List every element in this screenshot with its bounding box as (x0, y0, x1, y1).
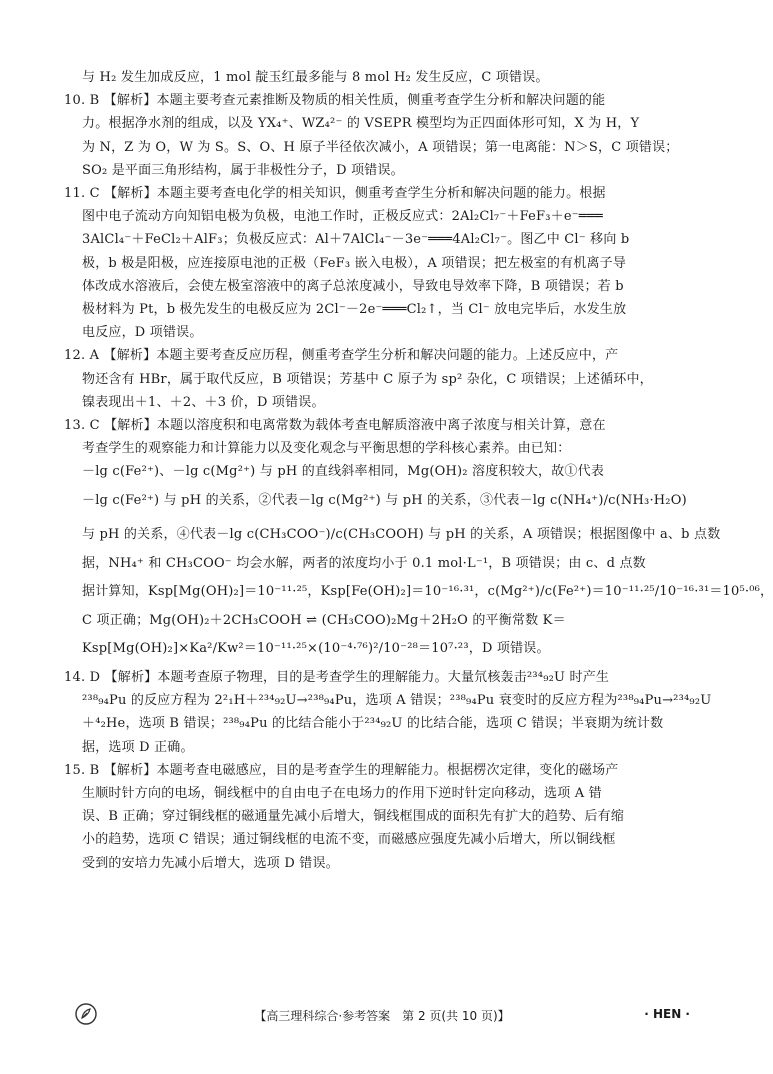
text-line: 据计算知，Ksp[Mg(OH)₂]＝10⁻¹¹·²⁵，Ksp[Fe(OH)₂]＝10⁻¹⁶·³¹，c(Mg²⁺)/c(Fe²⁺)＝10⁻¹¹·²⁵/10⁻¹⁶·³¹＝10⁵·⁰⁶， (82, 583, 773, 599)
text-line: Ksp[Mg(OH)₂]×Ka²/Kw²＝10⁻¹¹·²⁵×(10⁻⁴·⁷⁶)²/10⁻²⁸＝10⁷·²³，D 项错误。 (82, 641, 550, 657)
text-line: 体改成水溶液后，会使左极室溶液中的离子总浓度减小，导致电导效率下降，B 项错误；若 b (82, 278, 624, 294)
text-line: ＋⁴₂He，选项 B 错误；²³⁸₉₄Pu 的比结合能小于²³⁴₉₂U 的比结合能，选项 C 错误；半衰期为统计数 (82, 716, 664, 732)
text-line: SO₂ 是平面三角形结构，属于非极性分子，D 项错误。 (82, 162, 404, 178)
text-line: 镍表现出＋1、＋2、＋3 价，D 项错误。 (82, 394, 325, 410)
page-footer (0, 1002, 764, 1028)
text-line: 电反应，D 项错误。 (82, 325, 203, 341)
text-line: 极材料为 Pt，b 极先发生的电极反应为 2Cl⁻－2e⁻═══Cl₂↑，当 Cl⁻ 放电完毕后，水发生放 (82, 302, 627, 318)
text-line: 极，b 极是阳极，应连接原电池的正极（FeF₃ 嵌入电极），A 项错误；把左极室的有机离子导 (82, 255, 627, 271)
item-line: 14. D 【解析】本题考查原子物理，目的是考查学生的理解能力。大量氘核轰击²³⁴₉₂U 时产生 (64, 670, 610, 686)
text-line: ²³⁸₉₄Pu 的反应方程为 2²₁H＋²³⁴₉₂U→²³⁸₉₄Pu，选项 A 错误；²³⁸₉₄Pu 衰变时的反应方程为²³⁸₉₄Pu→²³⁴₉₂U (82, 693, 712, 709)
item-line: 与 H₂ 发生加成反应，1 mol 靛玉红最多能与 8 mol H₂ 发生反应，C 项错误。 (82, 70, 549, 85)
footer-code: · HEN · (644, 1007, 690, 1021)
answer-content (64, 66, 773, 875)
item-line: 10. B 【解析】本题主要考查元素推断及物质的相关性质，侧重考查学生分析和解决问题的能 (64, 93, 606, 109)
footer-page-info: 【高三理科综合·参考答案 第 2 页(共 10 页)】 (254, 1009, 510, 1023)
item-line: 11. C 【解析】本题主要考查电化学的相关知识，侧重考查学生分析和解决问题的能力。根据 (64, 186, 606, 202)
text-line: C 项正确；Mg(OH)₂＋2CH₃COOH ⇌ (CH₃COO)₂Mg＋2H₂O 的平衡常数 K＝ (82, 612, 566, 628)
text-line: 误、B 正确；穿过铜线框的磁通量先减小后增大，铜线框围成的面积先有扩大的趋势、后有缩 (82, 809, 625, 825)
item-line: 12. A 【解析】本题主要考查反应历程，侧重考查学生分析和解决问题的能力。上述反应中，产 (64, 348, 619, 364)
text-line: 据，选项 D 正确。 (82, 739, 194, 755)
text-line: －lg c(Fe²⁺)、－lg c(Mg²⁺) 与 pH 的直线斜率相同，Mg(OH)₂ 溶度积较大，故①代表 (82, 464, 605, 480)
text-line: 物还含有 HBr，属于取代反应，B 项错误；芳基中 C 原子为 sp² 杂化，C 项错误；上述循环中， (82, 371, 653, 387)
text-line: 小的趋势，选项 C 错误；通过铜线框的电流不变，而磁感应强度先减小后增大，所以铜线框 (82, 832, 616, 848)
text-line: －lg c(Fe²⁺) 与 pH 的关系，②代表－lg c(Mg²⁺) 与 pH 的关系，③代表－lg c(NH₄⁺)/c(NH₃·H₂O) (82, 492, 687, 508)
item-line: 15. B 【解析】本题考查电磁感应，目的是考查学生的理解能力。根据楞次定律，变化的磁场产 (64, 762, 619, 778)
text-line: 力。根据净水剂的组成，以及 YX₄⁺、WZ₄²⁻ 的 VSEPR 模型均为正四面体形可知，X 为 H，Y (82, 116, 640, 132)
text-line: 生顺时针方向的电场，铜线框中的自由电子在电场力的作用下逆时针定向移动，选项 A 错 (82, 786, 602, 802)
text-line: 图中电子流动方向知铝电极为负极，电池工作时，正极反应式：2Al₂Cl₇⁻＋FeF₃＋e⁻═══ (82, 209, 603, 225)
text-line: 据，NH₄⁺ 和 CH₃COO⁻ 均会水解，两者的浓度均小于 0.1 mol·L⁻¹，B 项错误；由 c、d 点数 (82, 555, 646, 571)
text-line: 考查学生的观察能力和计算能力以及变化观念与平衡思想的学科核心素养。由已知： (82, 441, 571, 457)
text-line: 与 pH 的关系，④代表－lg c(CH₃COO⁻)/c(CH₃COOH) 与 pH 的关系，A 项错误；根据图像中 a、b 点数 (82, 526, 721, 542)
text-line: 为 N，Z 为 O，W 为 S。S、O、H 原子半径依次减小，A 项错误；第一电离能：N＞S，C 项错误； (82, 139, 679, 155)
item-line: 13. C 【解析】本题以溶度积和电离常数为载体考查电解质溶液中离子浓度与相关计算，意在 (64, 418, 606, 434)
text-line: 3AlCl₄⁻＋FeCl₂＋AlF₃；负极反应式：Al＋7AlCl₄⁻－3e⁻═══4Al₂Cl₇⁻。图乙中 Cl⁻ 移向 b (82, 232, 630, 248)
text-line: 受到的安培力先减小后增大，选项 D 错误。 (82, 855, 339, 871)
